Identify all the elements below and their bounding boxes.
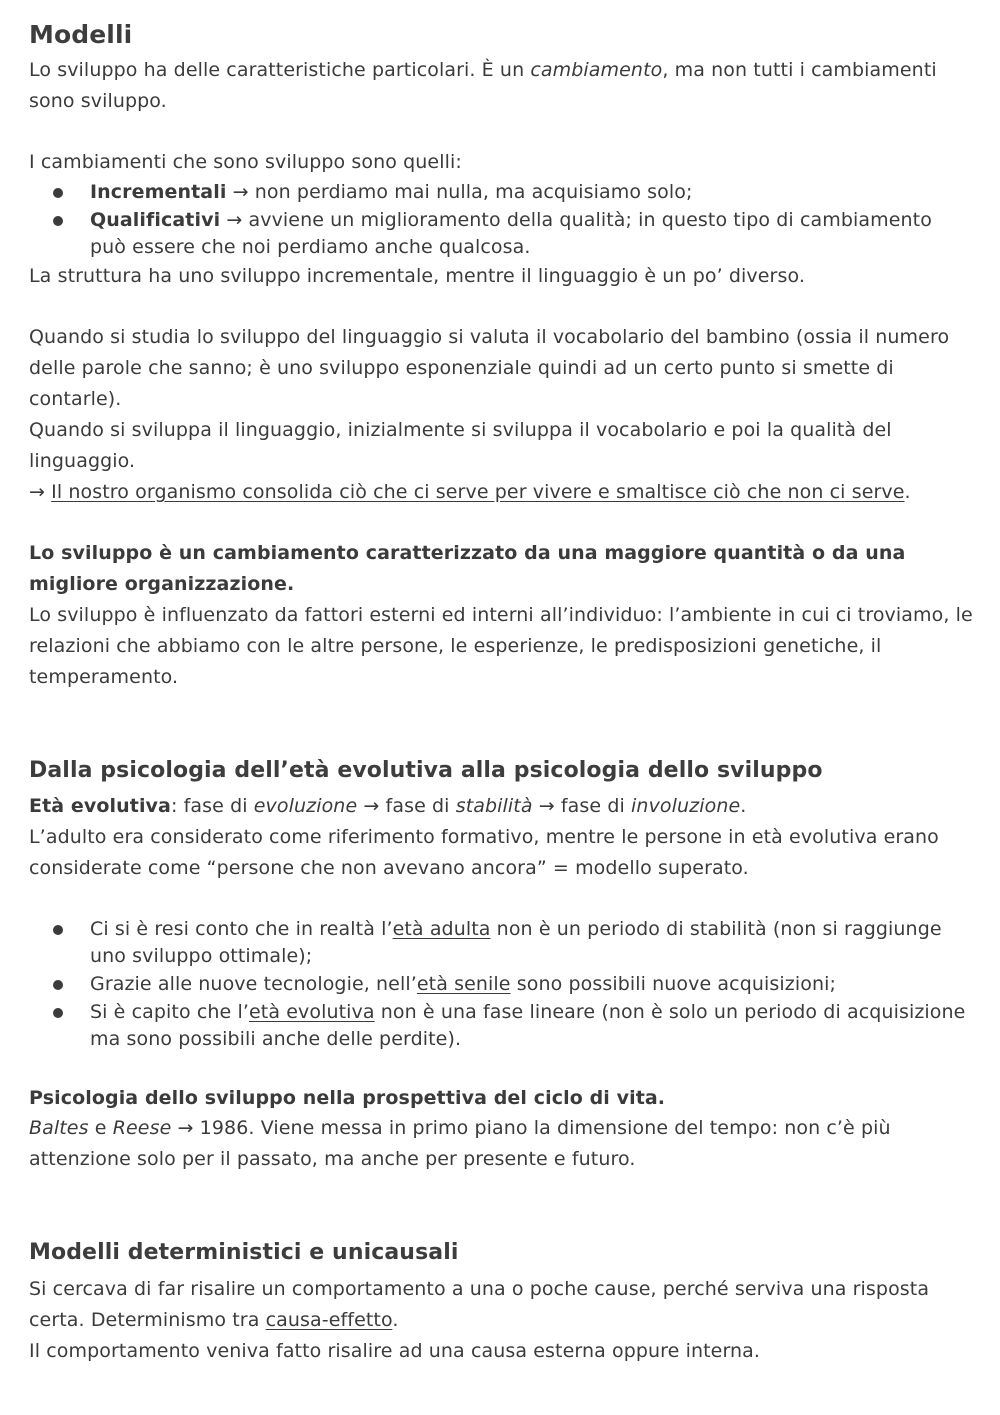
section-title-psicologia: Dalla psicologia dell’età evolutiva alla psicologia dello sviluppo — [29, 758, 823, 783]
bullet-list — [29, 179, 974, 261]
paragraph: Lo sviluppo ha delle caratteristiche particolari. È un cambiamento, ma non tutti i cambiamenti sono sviluppo. — [29, 59, 937, 112]
bullet-icon — [53, 188, 63, 198]
bullet-icon — [53, 980, 63, 990]
bullet-icon — [53, 925, 63, 935]
paragraph: Si cercava di far risalire un comportamento a una o poche cause, perché serviva una risposta certa. Determinismo tra causa-effetto. — [29, 1278, 930, 1331]
section-title-deterministici: Modelli deterministici e unicausali — [29, 1240, 459, 1265]
paragraph: L’adulto era considerato come riferimento formativo, mentre le persone in età evolutiva erano considerate come “persone che non avevano ancora” = modello superato. — [29, 826, 939, 879]
list-item: Si è capito che l’età evolutiva non è una fase lineare (non è solo un periodo di acquisizione ma sono possibili anche delle perdite). — [29, 999, 974, 1053]
bullet-icon — [53, 1008, 63, 1018]
bullet-icon — [53, 216, 63, 226]
paragraph: Il comportamento veniva fatto risalire ad una causa esterna oppure interna. — [29, 1340, 761, 1362]
list-item: Ci si è resi conto che in realtà l’età adulta non è un periodo di stabilità (non si raggiunge uno sviluppo ottimale); — [29, 916, 974, 970]
paragraph: I cambiamenti che sono sviluppo sono quelli: — [29, 151, 462, 173]
paragraph: Lo sviluppo è influenzato da fattori esterni ed interni all’individuo: l’ambiente in cui ci troviamo, le relazioni che abbiamo con le altre persone, le esperienze, le predisposizioni genetiche, il temperamento. — [29, 604, 973, 688]
bold-statement: Lo sviluppo è un cambiamento caratterizzato da una maggiore quantità o da una migliore organizzazione. — [29, 542, 906, 595]
paragraph: Baltes e Reese → 1986. Viene messa in primo piano la dimensione del tempo: non c’è più attenzione solo per il passato, ma anche per presente e futuro. — [29, 1117, 891, 1170]
bold-statement: Psicologia dello sviluppo nella prospettiva del ciclo di vita. — [29, 1087, 666, 1109]
paragraph: Quando si studia lo sviluppo del linguaggio si valuta il vocabolario del bambino (ossia il numero delle parole che sanno; è uno sviluppo esponenziale quindi ad un certo punto si smette di contarle). — [29, 326, 950, 410]
list-item: Qualificativi → avviene un miglioramento della qualità; in questo tipo di cambiamento può essere che noi perdiamo anche qualcosa. — [29, 207, 974, 261]
paragraph: La struttura ha uno sviluppo incrementale, mentre il linguaggio è un po’ diverso. — [29, 265, 805, 287]
section-title-modelli: Modelli — [29, 20, 133, 49]
paragraph: Quando si sviluppa il linguaggio, inizialmente si sviluppa il vocabolario e poi la qualità del linguaggio. — [29, 419, 892, 472]
list-item: Incrementali → non perdiamo mai nulla, ma acquisiamo solo; — [29, 179, 974, 206]
bullet-list — [29, 916, 974, 1053]
paragraph: Età evolutiva: fase di evoluzione → fase di stabilità → fase di involuzione. — [29, 795, 747, 817]
list-item: Grazie alle nuove tecnologie, nell’età senile sono possibili nuove acquisizioni; — [29, 971, 974, 998]
paragraph: → Il nostro organismo consolida ciò che ci serve per vivere e smaltisce ciò che non ci serve. — [29, 481, 911, 503]
